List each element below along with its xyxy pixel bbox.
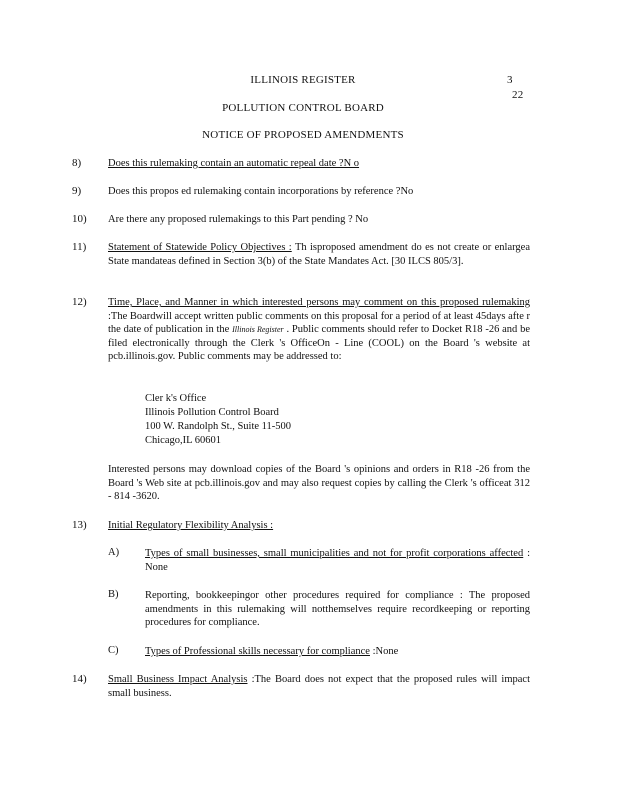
item-paragraph xyxy=(108,241,530,268)
item-text: Are there any proposed rulemakings to this Part pending ? No xyxy=(108,214,369,225)
item-heading: Time, Place, and Manner in which interested persons may comment on this proposed rulemaking xyxy=(108,297,530,308)
item-text: Does this propos ed rulemaking contain incorporations by reference ?No xyxy=(108,186,414,197)
item-number: 12) xyxy=(72,296,87,308)
item-text: Does this rulemaking contain an automatic repeal date ?N o xyxy=(108,158,360,169)
item-number: 13) xyxy=(72,519,87,531)
item-body: :The Boardwill accept written public comments on this proposal for a period of at least 45days afte r the date of publication in the xyxy=(108,310,530,335)
item-heading: Initial Regulatory Flexibility Analysis : xyxy=(108,520,274,531)
item-paragraph xyxy=(108,673,530,700)
agency-title: POLLUTION CONTROL BOARD xyxy=(222,102,384,114)
subitem-body: :None xyxy=(372,646,399,657)
address-line: 100 W. Randolph St., Suite 11-500 xyxy=(145,421,292,432)
item-paragraph xyxy=(108,296,530,364)
item-number: 11) xyxy=(72,241,87,253)
address-line: Cler k's Office xyxy=(145,393,207,404)
address-line: Illinois Pollution Control Board xyxy=(145,407,279,418)
item-number: 9) xyxy=(72,185,82,197)
subitem-text xyxy=(145,547,530,574)
subitem-text: Reporting, bookkeepingor other procedures required for compliance : The proposed amendments in this rulemaking will notthemselves require recordkeeping or reporting procedures for compliance. xyxy=(145,590,530,628)
page-subnumber: 22 xyxy=(512,89,524,101)
subitem-body: : None xyxy=(145,548,530,573)
item-body: Th isproposed amendment do es not create or enlargea State mandateas defined in Section 3(b) of the State Mandates Act. [30 ILCS 805/3]. xyxy=(108,242,531,267)
subitem-label: A) xyxy=(108,547,120,558)
register-title: ILLINOIS REGISTER xyxy=(250,74,356,86)
item-number: 10) xyxy=(72,213,87,225)
subitem-label: C) xyxy=(108,645,119,656)
item-body-continued: . Public comments should refer to Docket R18 -26 and be filed electronically through the Clerk 's OfficeOn - Line (COOL) on the Board 's website at pcb.illinois.gov. Public comments may be addressed to: xyxy=(108,324,531,362)
address-line: Chicago,IL 60601 xyxy=(145,435,222,446)
notice-title: NOTICE OF PROPOSED AMENDMENTS xyxy=(202,129,404,141)
download-note: Interested persons may download copies of the Board 's opinions and orders in R18 -26 from the Board 's Web site at pcb.illinois.gov and may also request copies by calling the Clerk 's officeat 312 - 814 -3620. xyxy=(108,464,530,502)
item-body: :The Board does not expect that the proposed rules will impact small business. xyxy=(108,674,530,699)
item-number: 8) xyxy=(72,157,82,169)
subitem-heading: Types of small businesses, small municipalities and not for profit corporations affected xyxy=(145,548,524,559)
mailing-address xyxy=(145,392,291,448)
subitem-heading: Types of Professional skills necessary for compliance xyxy=(145,646,370,657)
item-heading: Statement of Statewide Policy Objectives : xyxy=(108,242,292,253)
page-number: 3 xyxy=(507,74,513,86)
subitem-text xyxy=(145,645,530,659)
publication-name: Illinois Register xyxy=(232,325,284,334)
item-number: 14) xyxy=(72,673,87,685)
item-heading: Small Business Impact Analysis xyxy=(108,674,248,685)
subitem-label: B) xyxy=(108,589,119,600)
